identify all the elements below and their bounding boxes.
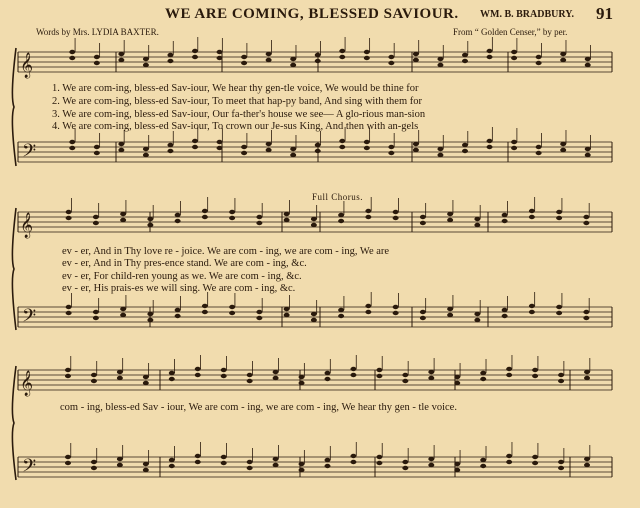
sys1-bass-note (118, 148, 124, 152)
sys3-treble-note (454, 375, 460, 379)
sys2-treble-note (556, 210, 562, 214)
sys3-bass-note (584, 457, 590, 461)
sys3-bass-note (402, 460, 408, 464)
sys2-treble-note (284, 212, 290, 216)
sys3-bass-note (91, 460, 97, 464)
sys2-treble-note (229, 216, 235, 220)
sys2-treble-note (256, 215, 262, 219)
sys2-bass-note (420, 316, 426, 320)
sys3-bass-note (350, 454, 356, 458)
sys3-treble-note (532, 368, 538, 372)
sys3-bass-note (376, 461, 382, 465)
sys2-bass-note (311, 318, 317, 322)
sys1-treble-note (241, 61, 247, 65)
sys3-treble-note (402, 373, 408, 377)
sys3-treble-note (247, 379, 253, 383)
sys2-treble-note (583, 215, 589, 219)
sys3-treble-note (143, 381, 149, 385)
sys3-bass-note (584, 463, 590, 467)
sys3-bass-note (143, 462, 149, 466)
verse-3-lyric: 3. We are com-ing, bless-ed Sav-iour, Our fa-ther's house we see— A glo-rious man-sion (52, 109, 426, 120)
sys1-bass-note (143, 147, 149, 151)
sys1-bass-note (217, 140, 223, 144)
sys3-treble-note (117, 370, 123, 374)
sys2-bass-note (311, 312, 317, 316)
sys1-treble-note (192, 49, 198, 53)
sys3-bass-note (117, 463, 123, 467)
sys1-bass-note (266, 148, 272, 152)
sys1-bass-note (339, 139, 345, 143)
sys2-bass-note (529, 304, 535, 308)
sys1-treble-note (241, 55, 247, 59)
sys3-treble-note (273, 370, 279, 374)
sys3-bass-note (506, 454, 512, 458)
sys1-bass-note (315, 143, 321, 147)
sys3-bass-note (402, 466, 408, 470)
sys1-bass-note (290, 153, 296, 157)
sys2-bass-note (202, 304, 208, 308)
sys1-bass-note (462, 143, 468, 147)
sys3-treble-note (91, 373, 97, 377)
sys1-treble-note (364, 56, 370, 60)
chorus-line-1: ev - er, And in Thy love re - joice. We are com - ing, we are com - ing, We are (62, 246, 390, 257)
hymn-title: WE ARE COMING, BLESSED SAVIOUR. (165, 6, 459, 22)
sys1-treble-note (462, 59, 468, 63)
sys3-treble-note (480, 371, 486, 375)
page-number: 91 (596, 4, 613, 23)
sys3-bass-note (273, 457, 279, 461)
sys3-treble-note (299, 381, 305, 385)
sys3-treble-note (273, 376, 279, 380)
sys3-treble-note (584, 376, 590, 380)
sys2-bass-note (93, 316, 99, 320)
sys1-bass-note (339, 145, 345, 149)
sys1-bass-note (94, 151, 100, 155)
sys1-treble-note (364, 50, 370, 54)
sys3-bass-note (195, 454, 201, 458)
sys2-treble-note (175, 219, 181, 223)
sys1-bass-note (388, 145, 394, 149)
sys2-bass-note (175, 314, 181, 318)
sys1-bass-note (585, 153, 591, 157)
sys2-bass-note (256, 316, 262, 320)
sys2-bass-note (474, 318, 480, 322)
sys1-treble-note (192, 55, 198, 59)
verse-4-lyric: 4. We are com-ing, bless-ed Sav-iour, To crown our Je-sus King, And then with an-gels (52, 121, 419, 132)
sys1-bass-note (560, 148, 566, 152)
sys1-bass-note (487, 139, 493, 143)
sys1-treble-note (462, 53, 468, 57)
sys3-treble-note (143, 375, 149, 379)
sys1-treble-note (94, 61, 100, 65)
sys3-treble-note (402, 379, 408, 383)
sys3-bass-note (428, 457, 434, 461)
sys2-bass-note (202, 310, 208, 314)
sys3-bass-note (532, 461, 538, 465)
sys1-treble-note (437, 57, 443, 61)
sys2-treble-note (120, 218, 126, 222)
sys2-bass-note (147, 312, 153, 316)
sys3-treble-note (117, 376, 123, 380)
sys1-bass-note (585, 147, 591, 151)
sys2-treble-note (256, 221, 262, 225)
sys2-bass-note (256, 310, 262, 314)
sys1-bass-note (315, 149, 321, 153)
sys3-treble-note (169, 377, 175, 381)
sys2-bass-note (393, 311, 399, 315)
sys1-treble-note (315, 53, 321, 57)
sys2-bass-note (120, 307, 126, 311)
sys1-bass-note (192, 139, 198, 143)
verse-1-lyric: 1. We are com-ing, bless-ed Sav-iour, We hear thy gen-tle voice, We would be thine for (52, 83, 419, 94)
sys1-treble-note (118, 58, 124, 62)
sys1-bass-note (69, 140, 75, 144)
sys2-treble-note (284, 218, 290, 222)
sys1-bass-note (536, 145, 542, 149)
sys2-bass-note (229, 311, 235, 315)
sys1-bass-note (437, 147, 443, 151)
sys1-treble-note (143, 57, 149, 61)
sys2-treble-note (338, 213, 344, 217)
sys2-treble-note (175, 213, 181, 217)
sys1-bass-note (167, 149, 173, 153)
sys1-treble-note (290, 57, 296, 61)
composer-credit: WM. B. BRADBURY. (480, 9, 575, 20)
sys3-treble-note (428, 376, 434, 380)
source-credit: From “ Golden Censer,” by per. (453, 27, 568, 37)
sys3-treble-note (221, 374, 227, 378)
sys3-treble-note (247, 373, 253, 377)
sys1-treble-note (536, 61, 542, 65)
chorus-line-2: ev - er, And in Thy pres-ence stand. We are com - ing, &c. (62, 258, 307, 269)
sys2-bass-note (284, 313, 290, 317)
sys1-treble-note (536, 55, 542, 59)
sys2-bass-clef: 𝄢 (22, 306, 37, 331)
sys2-treble-note (66, 210, 72, 214)
sys3-bass-note (65, 461, 71, 465)
sys2-treble-note (147, 217, 153, 221)
sys1-bass-clef: 𝄢 (22, 141, 37, 166)
sys3-bass-note (169, 458, 175, 462)
sys2-bass-note (474, 312, 480, 316)
sys1-treble-note (437, 63, 443, 67)
sys1-treble-note (167, 53, 173, 57)
sys1-treble-note (511, 50, 517, 54)
sys2-treble-note (93, 221, 99, 225)
sys1-bass-note (290, 147, 296, 151)
sys1-bass-note (413, 148, 419, 152)
sys1-treble-note (560, 58, 566, 62)
sys2-treble-clef: 𝄞 (20, 213, 34, 238)
sys3-treble-note (65, 368, 71, 372)
sys2-bass-note (583, 316, 589, 320)
sys3-treble-note (169, 371, 175, 375)
sys2-bass-note (556, 305, 562, 309)
sys2-treble-note (66, 216, 72, 220)
sys2-bass-note (338, 314, 344, 318)
sys2-treble-note (229, 210, 235, 214)
sys3-treble-note (91, 379, 97, 383)
sys2-treble-note (311, 223, 317, 227)
sys2-bass-note (420, 310, 426, 314)
sys2-bass-note (175, 308, 181, 312)
sys2-bass-note (447, 313, 453, 317)
sys2-bass-note (583, 310, 589, 314)
sys1-bass-note (69, 146, 75, 150)
sys3-treble-clef: 𝄞 (20, 371, 34, 396)
sys3-bass-note (247, 460, 253, 464)
sys3-bass-note (376, 455, 382, 459)
sys3-treble-note (350, 373, 356, 377)
sys2-bass-note (284, 307, 290, 311)
sys3-bass-note (532, 455, 538, 459)
sys3-bass-note (91, 466, 97, 470)
sys1-treble-note (266, 58, 272, 62)
sys1-bass-note (413, 142, 419, 146)
sys3-treble-note (350, 367, 356, 371)
sys3-bass-note (221, 461, 227, 465)
sys3-bass-note (299, 462, 305, 466)
sys1-bass-note (266, 142, 272, 146)
sys3-treble-note (454, 381, 460, 385)
sys1-treble-note (339, 49, 345, 53)
full-chorus-label: Full Chorus. (312, 192, 364, 202)
sys1-bass-note (217, 146, 223, 150)
sys1-treble-clef: 𝄞 (20, 53, 34, 78)
sys3-bass-note (558, 466, 564, 470)
sys3-treble-note (299, 375, 305, 379)
sys1-bass-note (241, 145, 247, 149)
sys3-treble-note (532, 374, 538, 378)
sys1-brace (12, 48, 16, 166)
sys3-bass-note (221, 455, 227, 459)
sys2-treble-note (311, 217, 317, 221)
sys3-treble-note (506, 373, 512, 377)
sys2-treble-note (365, 209, 371, 213)
sys1-treble-note (560, 52, 566, 56)
sys3-bass-note (558, 460, 564, 464)
sys2-treble-note (502, 219, 508, 223)
sys2-bass-note (529, 310, 535, 314)
sys2-bass-note (447, 307, 453, 311)
sys3-treble-note (558, 379, 564, 383)
sys1-bass-note (167, 143, 173, 147)
sys3-treble-note (428, 370, 434, 374)
sys2-treble-note (93, 215, 99, 219)
sys2-bass-note (66, 305, 72, 309)
sys3-bass-note (117, 457, 123, 461)
sys1-treble-note (487, 55, 493, 59)
sys1-bass-note (388, 151, 394, 155)
sys2-brace (12, 208, 16, 330)
sys1-bass-note (192, 145, 198, 149)
sys1-treble-note (69, 50, 75, 54)
sys3-bass-note (325, 458, 331, 462)
sys1-bass-note (462, 149, 468, 153)
sys3-treble-note (65, 374, 71, 378)
sys2-treble-note (365, 215, 371, 219)
sys2-treble-note (420, 215, 426, 219)
sys1-treble-note (217, 56, 223, 60)
sys2-treble-note (393, 210, 399, 214)
sys1-treble-note (217, 50, 223, 54)
sys3-bass-note (428, 463, 434, 467)
sys3-bass-note (454, 468, 460, 472)
sys2-treble-note (447, 218, 453, 222)
sys3-bass-clef: 𝄢 (22, 456, 37, 481)
sys2-bass-note (66, 311, 72, 315)
sys1-bass-note (511, 146, 517, 150)
sys1-treble-note (339, 55, 345, 59)
sys1-treble-note (143, 63, 149, 67)
sys3-treble-note (506, 367, 512, 371)
sys1-bass-note (94, 145, 100, 149)
sys1-treble-note (94, 55, 100, 59)
sys1-bass-note (364, 146, 370, 150)
sys2-bass-note (502, 314, 508, 318)
sys1-treble-note (585, 57, 591, 61)
sys1-treble-note (266, 52, 272, 56)
verse-2-lyric: 2. We are com-ing, bless-ed Sav-iour, To meet that hap-py band, And sing with them for (52, 96, 422, 107)
sys2-treble-note (529, 215, 535, 219)
sys1-treble-note (167, 59, 173, 63)
sys2-treble-note (583, 221, 589, 225)
sys1-treble-note (118, 52, 124, 56)
sys3-bass-note (454, 462, 460, 466)
sys3-bass-note (195, 460, 201, 464)
sys3-treble-note (584, 370, 590, 374)
sys3-treble-note (480, 377, 486, 381)
sys3-treble-note (195, 373, 201, 377)
sys1-treble-note (585, 63, 591, 67)
sys2-treble-note (338, 219, 344, 223)
sys3-brace (12, 366, 16, 480)
sys1-bass-note (364, 140, 370, 144)
sys2-bass-note (393, 305, 399, 309)
sys1-treble-note (290, 63, 296, 67)
sys1-bass-note (437, 153, 443, 157)
sys3-treble-note (221, 368, 227, 372)
sys1-bass-note (511, 140, 517, 144)
sys3-bass-note (299, 468, 305, 472)
final-line-lyric: com - ing, bless-ed Sav - iour, We are com - ing, we are com - ing, We hear thy gen - tle voice. (60, 402, 457, 413)
sys1-treble-note (487, 49, 493, 53)
sys3-bass-note (325, 464, 331, 468)
sys2-treble-note (393, 216, 399, 220)
sys1-bass-note (536, 151, 542, 155)
sys2-treble-note (556, 216, 562, 220)
sys2-treble-note (502, 213, 508, 217)
sys2-bass-note (502, 308, 508, 312)
words-credit: Words by Mrs. LYDIA BAXTER. (36, 27, 159, 37)
sys3-treble-note (325, 371, 331, 375)
sys3-bass-note (480, 458, 486, 462)
sys3-bass-note (169, 464, 175, 468)
sys2-bass-note (93, 310, 99, 314)
sys1-treble-note (388, 61, 394, 65)
sys3-treble-note (376, 368, 382, 372)
sys2-treble-note (120, 212, 126, 216)
sys3-bass-note (273, 463, 279, 467)
chorus-line-4: ev - er, His prais-es we will sing. We are com - ing, &c. (62, 283, 296, 294)
sys3-treble-note (195, 367, 201, 371)
sys1-bass-note (487, 145, 493, 149)
sys3-treble-note (325, 377, 331, 381)
sys1-treble-note (69, 56, 75, 60)
sys1-bass-note (143, 153, 149, 157)
sys2-bass-note (365, 304, 371, 308)
sys2-treble-note (447, 212, 453, 216)
sys2-bass-note (229, 305, 235, 309)
sys3-bass-note (350, 460, 356, 464)
sys3-bass-note (143, 468, 149, 472)
sys2-bass-note (338, 308, 344, 312)
sys1-treble-note (315, 59, 321, 63)
sys2-treble-note (474, 223, 480, 227)
sys2-treble-note (202, 215, 208, 219)
sys2-bass-note (120, 313, 126, 317)
sys2-treble-note (474, 217, 480, 221)
sys2-treble-note (420, 221, 426, 225)
sys3-bass-note (247, 466, 253, 470)
sys1-treble-note (413, 52, 419, 56)
sys1-bass-note (560, 142, 566, 146)
sys1-bass-note (241, 151, 247, 155)
sys2-bass-note (556, 311, 562, 315)
sys3-bass-note (65, 455, 71, 459)
sys3-treble-note (376, 374, 382, 378)
sys2-treble-note (147, 223, 153, 227)
chorus-line-3: ev - er, For child-ren young as we. We are com - ing, &c. (62, 271, 302, 282)
sys1-treble-note (388, 55, 394, 59)
sys1-treble-note (511, 56, 517, 60)
sys1-bass-note (118, 142, 124, 146)
sys3-treble-note (558, 373, 564, 377)
sys2-treble-note (202, 209, 208, 213)
sys1-treble-note (413, 58, 419, 62)
sys3-bass-note (480, 464, 486, 468)
sys3-bass-note (506, 460, 512, 464)
sys2-treble-note (529, 209, 535, 213)
sys2-bass-note (365, 310, 371, 314)
sys2-bass-note (147, 318, 153, 322)
